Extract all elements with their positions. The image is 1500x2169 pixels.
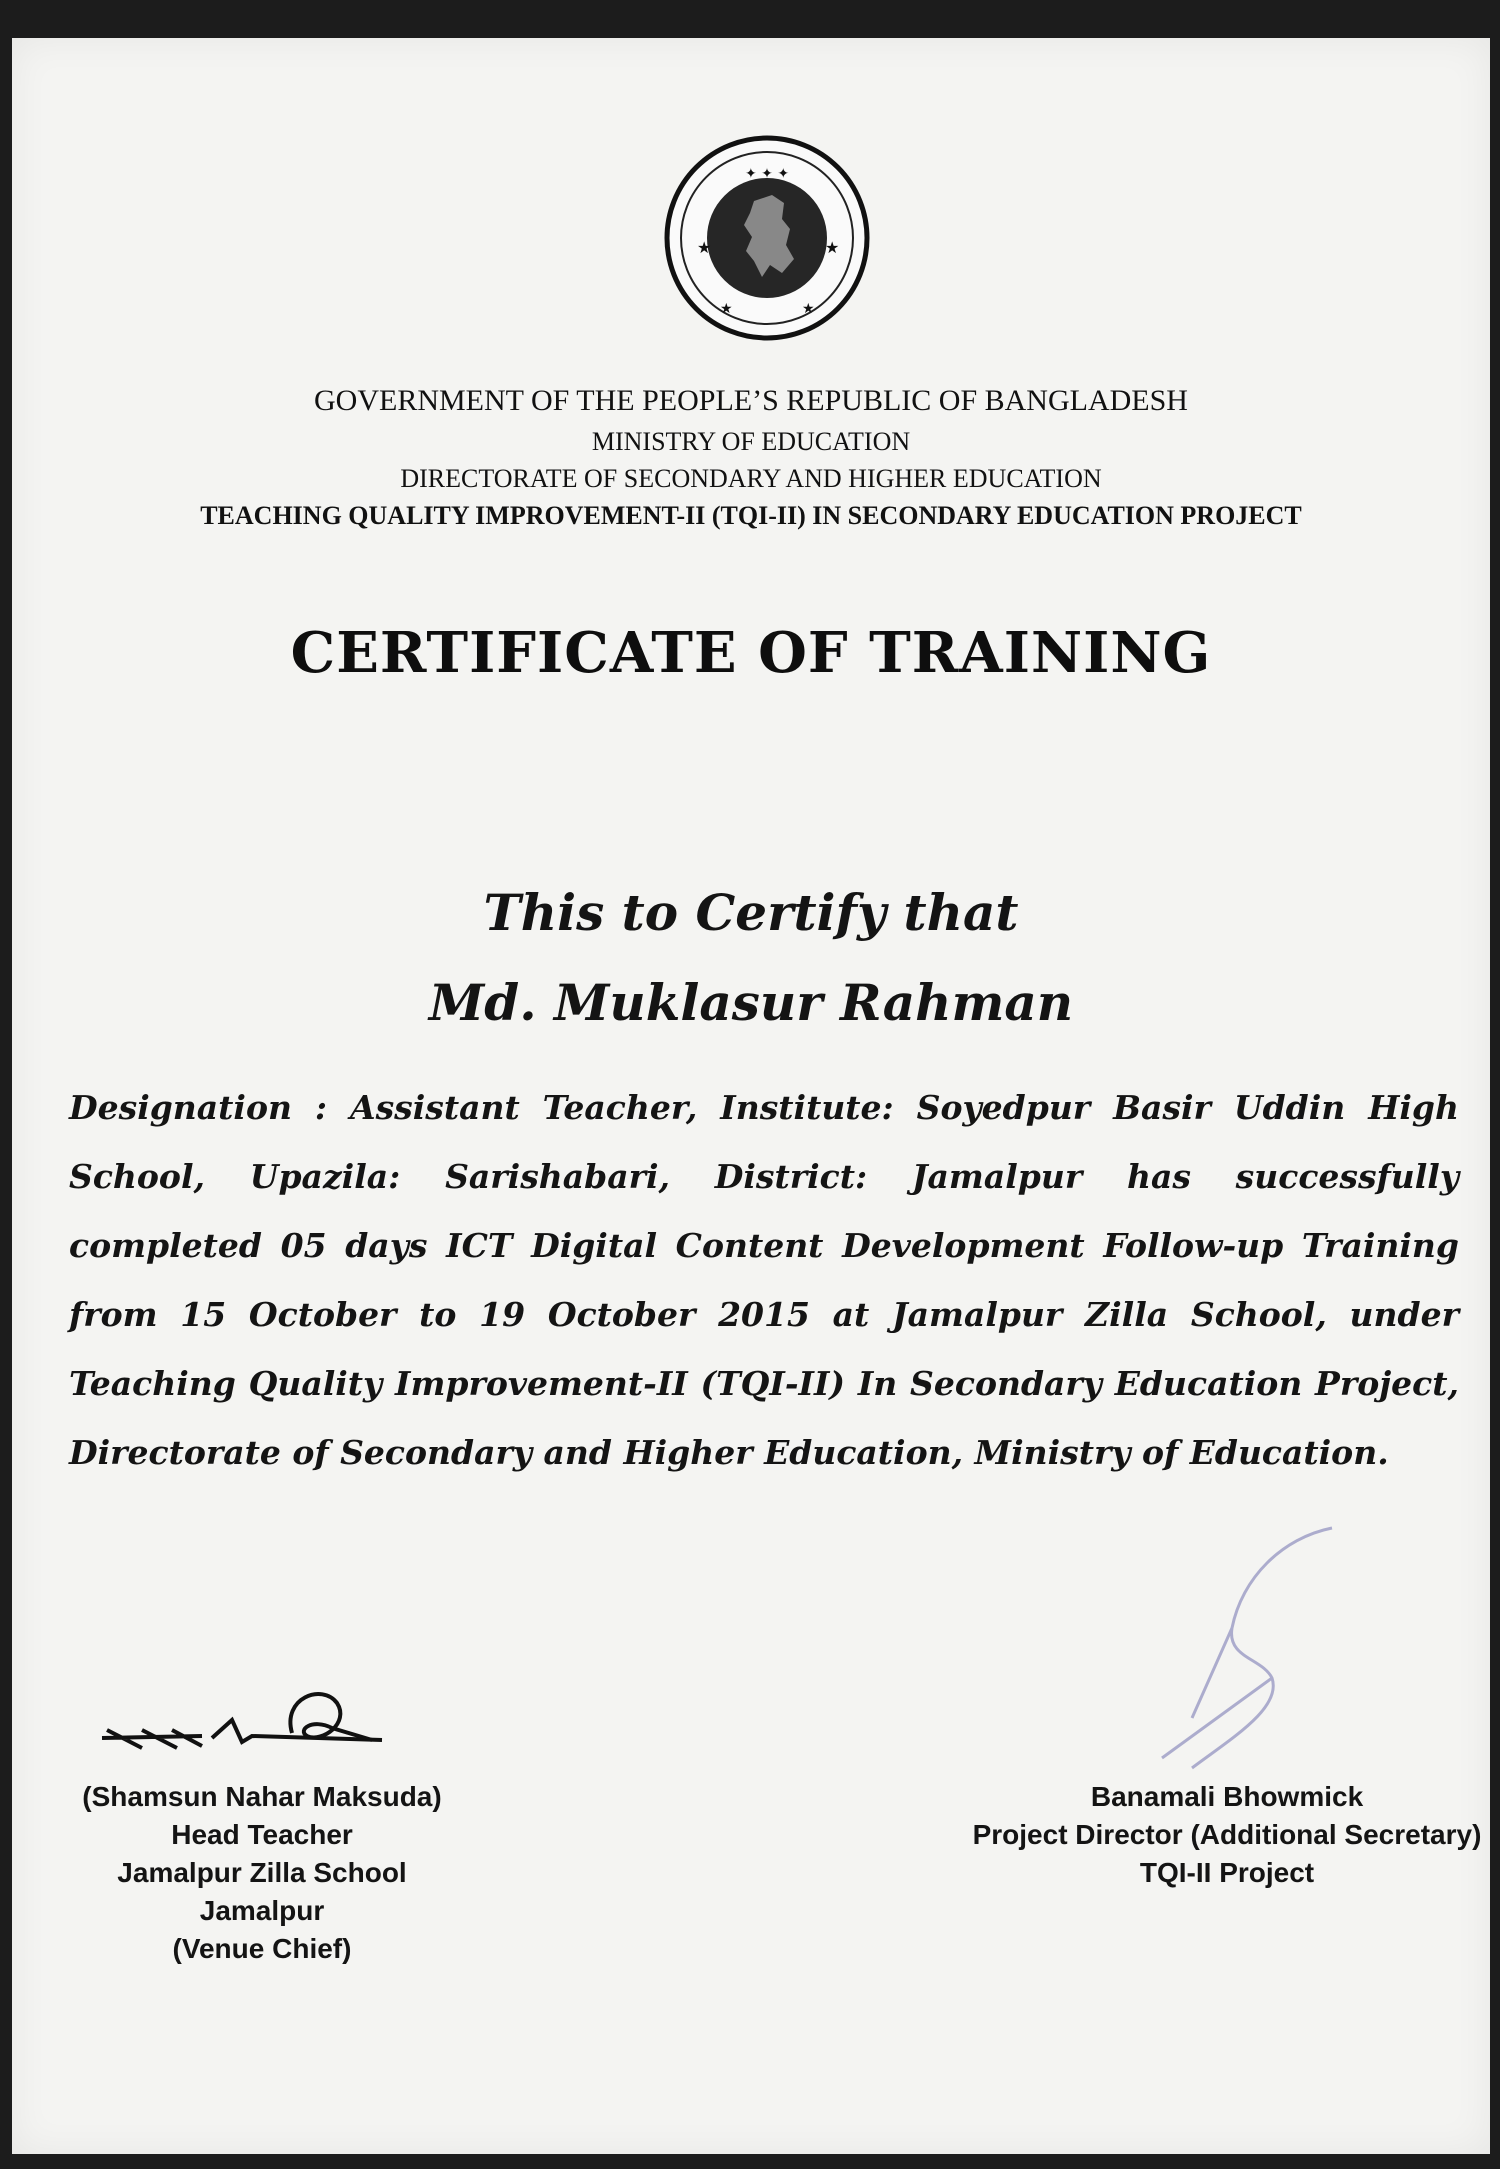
signature-left-mark	[82, 1678, 422, 1768]
certify-line: This to Certify that	[483, 883, 1019, 942]
signatory-right	[967, 1778, 1487, 1892]
svg-text:★: ★	[720, 301, 733, 317]
signatory-left-title: Head Teacher	[171, 1819, 353, 1850]
svg-text:★: ★	[825, 238, 840, 257]
signatory-right-name: Banamali Bhowmick	[1090, 1781, 1364, 1812]
header-project: TEACHING QUALITY IMPROVEMENT-II (TQI-II) IN SECONDARY EDUCATION PROJECT	[200, 501, 1302, 530]
signatory-right-org: TQI-II Project	[1139, 1857, 1315, 1888]
signatory-right-title: Project Director (Additional Secretary)	[972, 1819, 1482, 1850]
svg-text:✦ ✦ ✦: ✦ ✦ ✦	[744, 166, 790, 182]
signature-right-mark	[1132, 1508, 1372, 1808]
recipient-name: Md. Muklasur Rahman	[428, 973, 1074, 1032]
svg-text:★: ★	[697, 238, 712, 257]
signatory-left-role: (Venue Chief)	[172, 1933, 352, 1964]
certificate-page	[12, 38, 1490, 2154]
government-seal-icon	[662, 133, 872, 343]
certificate-title: CERTIFICATE OF TRAINING	[290, 620, 1212, 686]
signatory-left	[77, 1778, 447, 1968]
certificate-body: Designation : Assistant Teacher, Institute: Soyedpur Basir Uddin High School, Upazila: Sarishabari, District: Jamalpur has successfully completed 05 days ICT Digital Content Development Follow-up Training from 15 October to 19 October 2015 at Jamalpur Zilla School, under Teaching Quality Improvement-II (TQI-II) In Secondary Education Project, Directorate of Secondary and Higher Education, Ministry of Education.	[69, 1088, 1459, 1472]
signatory-left-place: Jamalpur	[199, 1895, 325, 1926]
header-directorate: DIRECTORATE OF SECONDARY AND HIGHER EDUCATION	[400, 464, 1102, 493]
header-government: GOVERNMENT OF THE PEOPLE’S REPUBLIC OF BANGLADESH	[314, 384, 1188, 417]
svg-text:★: ★	[802, 301, 815, 317]
signatory-left-name: (Shamsun Nahar Maksuda)	[82, 1781, 442, 1812]
signatory-left-org: Jamalpur Zilla School	[117, 1857, 407, 1888]
header-ministry: MINISTRY OF EDUCATION	[591, 427, 911, 456]
